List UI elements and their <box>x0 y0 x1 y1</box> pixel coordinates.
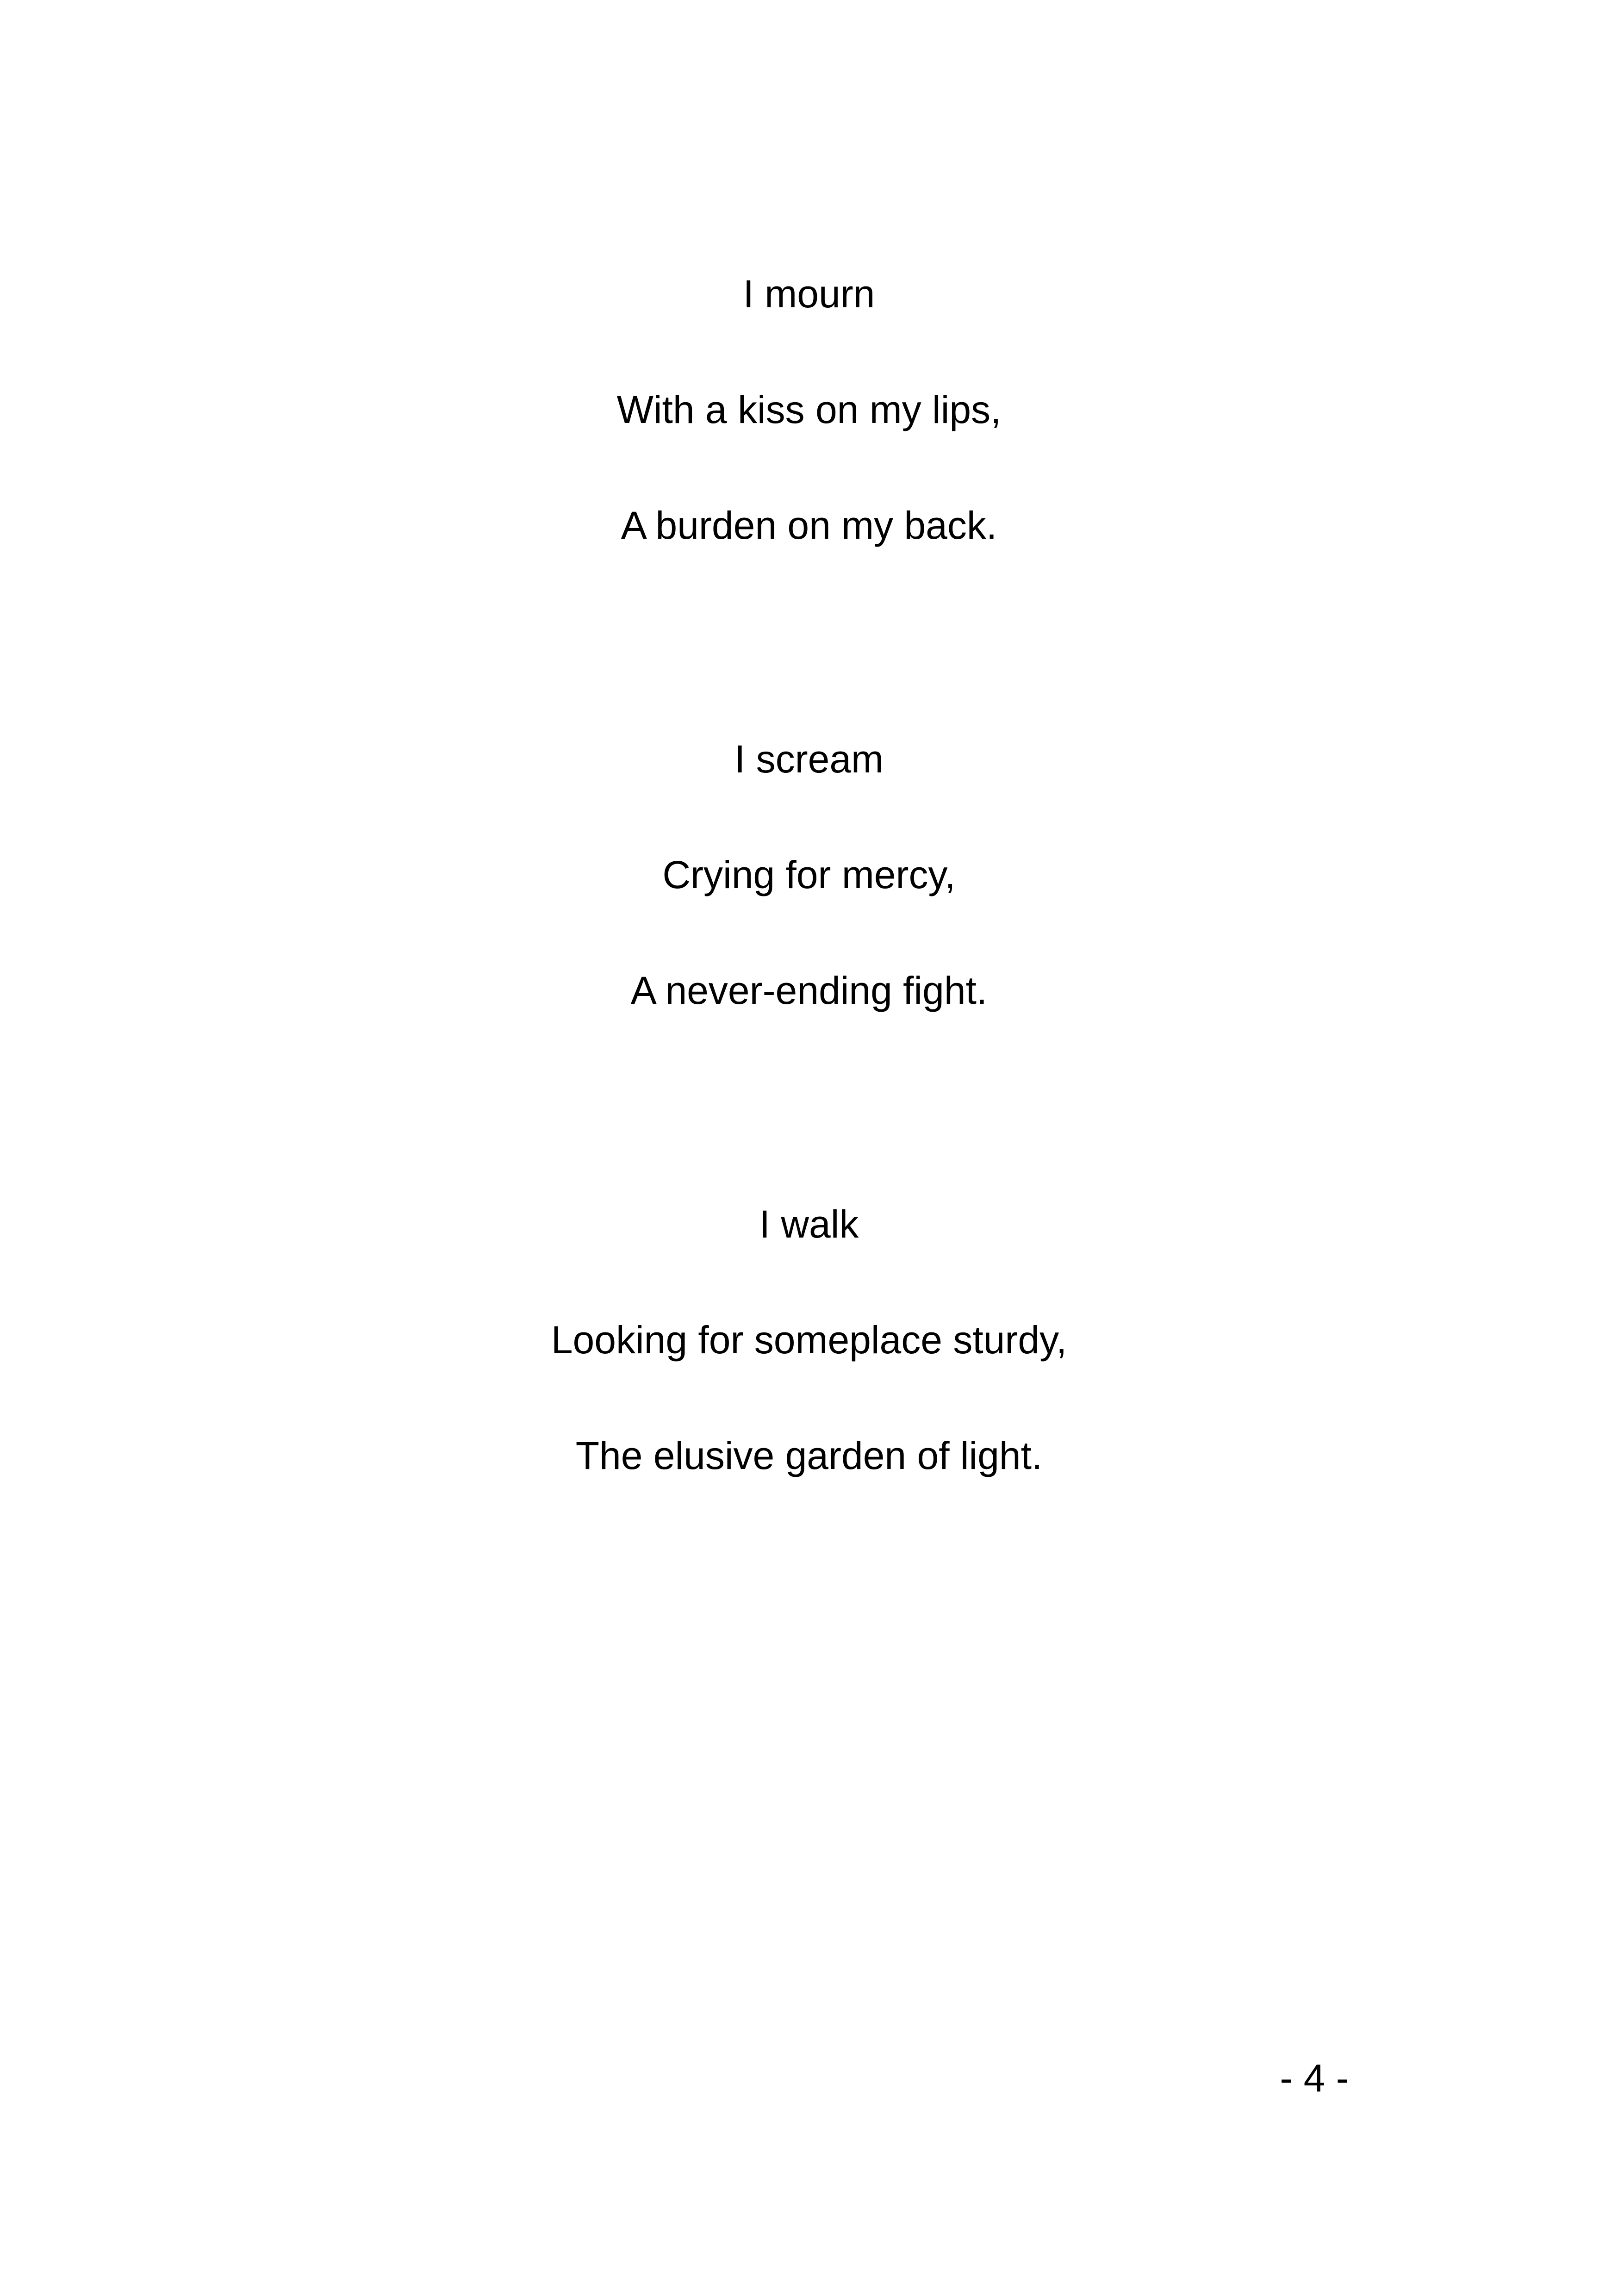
poem-line: I scream <box>734 737 884 781</box>
poem-line: Crying for mercy, <box>662 853 956 896</box>
page-number: - 4 - <box>1280 2056 1349 2100</box>
poem-line: A burden on my back. <box>621 504 997 547</box>
poem-line: I walk <box>759 1202 859 1246</box>
poem-line: The elusive garden of light. <box>575 1434 1043 1477</box>
poem-line: A never-ending fight. <box>630 969 988 1012</box>
poem-line: With a kiss on my lips, <box>616 388 1002 431</box>
poem-line: I mourn <box>743 272 875 316</box>
poem-line: Looking for someplace sturdy, <box>551 1318 1067 1362</box>
